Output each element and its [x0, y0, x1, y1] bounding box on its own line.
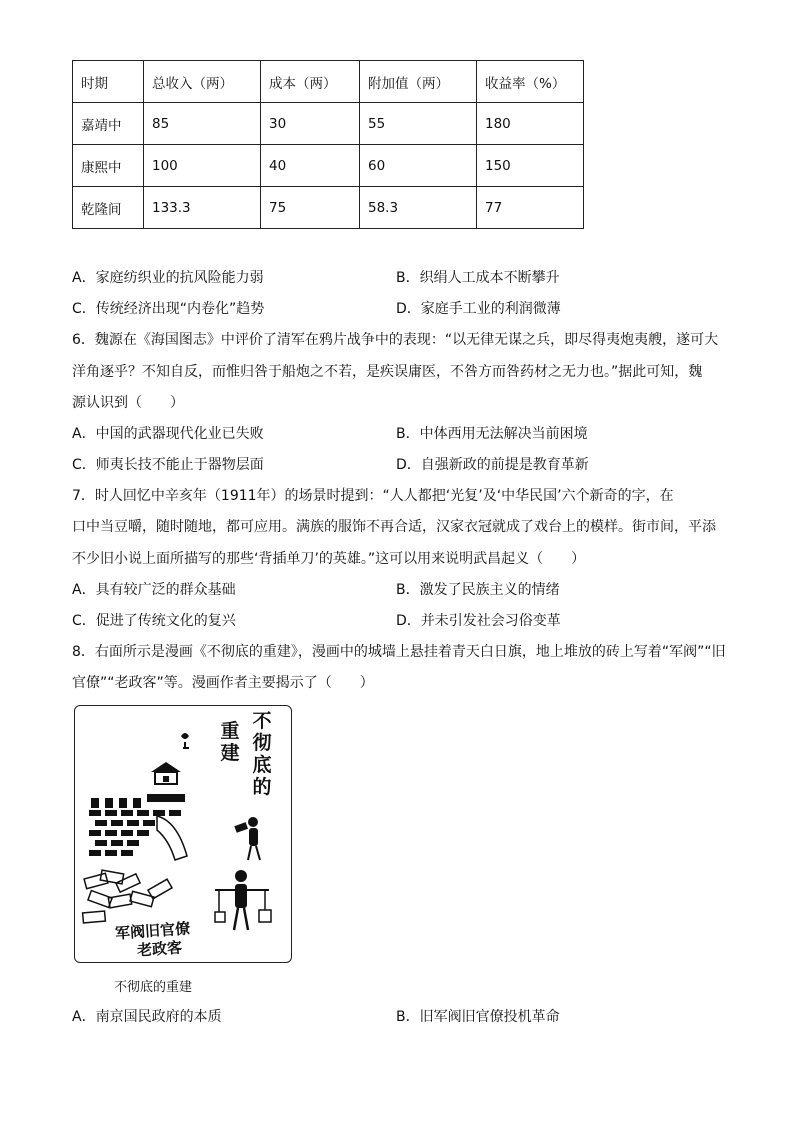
comic-title-char: 的 [252, 776, 272, 798]
table-cell: 乾隆间 [73, 187, 144, 229]
q6-option-d: D．自强新政的前提是教育革新 [396, 457, 589, 473]
income-table-body [73, 61, 584, 229]
q8-option-a: A．南京国民政府的本质 [72, 1009, 222, 1025]
wall-battlements [91, 794, 185, 808]
table-cell: 85 [144, 103, 261, 145]
table-cell: 30 [261, 103, 360, 145]
porter-figure-icon [215, 870, 271, 930]
q6-stem-line-1: 6．魏源在《海国图志》中评价了清军在鸦片战争中的表现：“以无律无谋之兵，即尽得夷炮夷艘，遂可大 [72, 332, 719, 348]
table-cell: 康熙中 [73, 145, 144, 187]
q7-option-a: A．具有较广泛的群众基础 [72, 582, 236, 598]
q6-option-b: B．中体西用无法解决当前困境 [396, 426, 588, 442]
q6-stem-line-2: 洋角逐乎？不知自反，而惟归咎于船炮之不若，是疾误庸医，不咎方而咎药材之无力也。”据此可知，魏 [72, 364, 703, 380]
income-table [72, 60, 584, 229]
table-cell: 75 [261, 187, 360, 229]
city-wall [89, 810, 181, 856]
q5-option-a: A．家庭纺织业的抗风险能力弱 [72, 270, 264, 286]
q6-stem-line-3: 源认识到（ ） [72, 395, 184, 411]
q8-option-b: B．旧军阀旧官僚投机革命 [396, 1009, 560, 1025]
table-row [73, 187, 584, 229]
table-cell: 150 [477, 145, 584, 187]
q7-option-d: D．并未引发社会习俗变革 [396, 613, 561, 629]
table-header-cell: 附加值（两） [360, 61, 477, 103]
brick-label-politicians: 老政客 [136, 938, 183, 960]
q5-option-c: C．传统经济出现“内卷化”趋势 [72, 301, 265, 317]
comic-title-char: 重 [220, 720, 240, 742]
comic-title-char: 底 [252, 754, 272, 776]
table-cell: 77 [477, 187, 584, 229]
comic-caption: 不彻底的重建 [114, 980, 193, 995]
q6-option-a: A．中国的武器现代化业已失败 [72, 426, 264, 442]
comic-illustration [74, 705, 292, 963]
table-header-cell: 成本（两） [261, 61, 360, 103]
flag-icon [181, 733, 189, 748]
table-header-row [73, 61, 584, 103]
table-cell: 58.3 [360, 187, 477, 229]
table-cell: 133.3 [144, 187, 261, 229]
table-cell: 60 [360, 145, 477, 187]
table-row [73, 145, 584, 187]
q5-option-b: B．织绢人工成本不断攀升 [396, 270, 560, 286]
q7-stem-line-2: 口中当豆嚼，随时随地，都可应用。满族的服饰不再合适，汉家衣冠就成了戏台上的模样。街市间，平添 [72, 519, 716, 535]
comic-title-char: 彻 [252, 732, 272, 754]
table-cell: 180 [477, 103, 584, 145]
comic-title-char: 不 [252, 710, 272, 732]
table-row [73, 103, 584, 145]
brick-label-warlords: 军阀旧官僚 [114, 919, 191, 943]
q7-option-c: C．促进了传统文化的复兴 [72, 613, 236, 629]
q8-stem-line-1: 8．右面所示是漫画《不彻底的重建》，漫画中的城墙上悬挂着青天白日旗，地上堆放的砖上写着“军阀”“旧 [72, 644, 726, 660]
q7-stem-line-1: 7．时人回忆中辛亥年（1911年）的场景时提到：“人人都把‘光复’及‘中华民国’六个新奇的字，在 [72, 488, 674, 504]
table-cell: 100 [144, 145, 261, 187]
q5-option-d: D．家庭手工业的利润微薄 [396, 301, 561, 317]
worker-figure-icon [234, 817, 260, 860]
wall-breach [157, 816, 187, 860]
comic-title-char: 建 [220, 742, 240, 764]
table-header-cell: 总收入（两） [144, 61, 261, 103]
brick-pile [83, 870, 172, 923]
table-header-cell: 时期 [73, 61, 144, 103]
table-cell: 55 [360, 103, 477, 145]
q6-option-c: C．师夷长技不能止于器物层面 [72, 457, 264, 473]
q8-stem-line-2: 官僚”“老政客”等。漫画作者主要揭示了（ ） [72, 675, 374, 691]
table-header-cell: 收益率（%） [477, 61, 584, 103]
table-cell: 40 [261, 145, 360, 187]
table-cell: 嘉靖中 [73, 103, 144, 145]
q7-option-b: B．激发了民族主义的情绪 [396, 582, 560, 598]
q7-stem-line-3: 不少旧小说上面所描写的那些‘背插单刀’的英雄。”这可以用来说明武昌起义（ ） [72, 551, 586, 567]
tower-icon [151, 762, 181, 784]
